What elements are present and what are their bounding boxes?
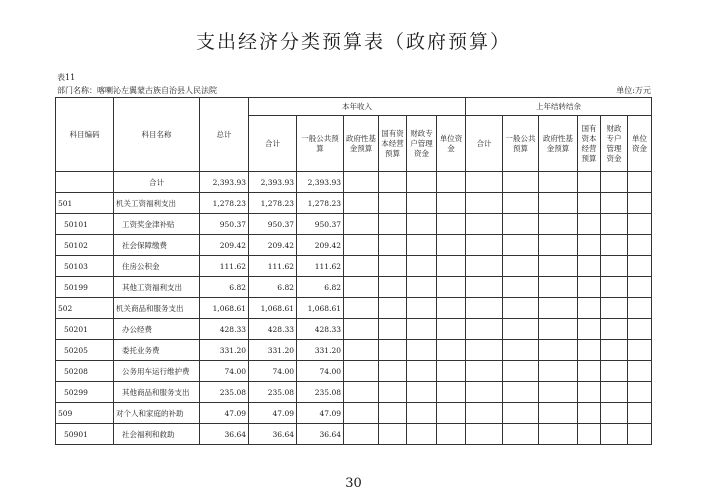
empty-cell <box>407 298 437 319</box>
row-current-total: 950.37 <box>249 214 297 235</box>
empty-cell <box>407 193 437 214</box>
row-code: 50102 <box>56 235 114 256</box>
row-total: 36.64 <box>200 424 249 445</box>
empty-cell <box>344 256 379 277</box>
empty-cell <box>344 298 379 319</box>
empty-cell <box>437 340 466 361</box>
row-current-general: 428.33 <box>297 319 344 340</box>
empty-cell <box>344 403 379 424</box>
empty-cell <box>628 319 652 340</box>
empty-cell <box>344 172 379 193</box>
empty-cell <box>539 340 578 361</box>
empty-cell <box>539 319 578 340</box>
empty-cell <box>628 277 652 298</box>
row-code: 50299 <box>56 382 114 403</box>
empty-cell <box>437 361 466 382</box>
empty-cell <box>466 214 503 235</box>
empty-cell <box>503 298 539 319</box>
empty-cell <box>503 403 539 424</box>
row-name: 其他工资福利支出 <box>114 277 200 298</box>
row-total: 235.08 <box>200 382 249 403</box>
department-label: 部门名称：喀喇沁左翼蒙古族自治县人民法院 <box>57 86 217 95</box>
empty-cell <box>628 361 652 382</box>
empty-cell <box>437 172 466 193</box>
header-prior-state-capital: 国有资本经营预算 <box>578 116 601 172</box>
table-row <box>56 235 652 256</box>
table-row <box>56 298 652 319</box>
empty-cell <box>539 214 578 235</box>
page-title: 支出经济分类预算表（政府预算） <box>195 31 511 53</box>
empty-cell <box>578 235 601 256</box>
header-cur-general: 一般公共预算 <box>297 116 344 172</box>
row-total: 428.33 <box>200 319 249 340</box>
empty-cell <box>344 277 379 298</box>
table-row <box>56 382 652 403</box>
empty-cell <box>437 403 466 424</box>
empty-cell <box>407 172 437 193</box>
empty-cell <box>437 214 466 235</box>
row-current-general: 235.08 <box>297 382 344 403</box>
row-name: 机关工资福利支出 <box>114 193 200 214</box>
row-name: 其他商品和服务支出 <box>114 382 200 403</box>
table-row <box>56 214 652 235</box>
empty-cell <box>628 424 652 445</box>
empty-cell <box>407 235 437 256</box>
empty-cell <box>578 193 601 214</box>
row-current-total: 235.08 <box>249 382 297 403</box>
row-code <box>56 172 114 193</box>
empty-cell <box>437 193 466 214</box>
empty-cell <box>601 193 628 214</box>
row-name: 工资奖金津补贴 <box>114 214 200 235</box>
empty-cell <box>601 424 628 445</box>
row-current-general: 47.09 <box>297 403 344 424</box>
empty-cell <box>379 172 407 193</box>
empty-cell <box>503 340 539 361</box>
row-code: 50201 <box>56 319 114 340</box>
empty-cell <box>379 340 407 361</box>
empty-cell <box>601 382 628 403</box>
empty-cell <box>539 361 578 382</box>
table-row <box>56 277 652 298</box>
empty-cell <box>379 403 407 424</box>
empty-cell <box>344 361 379 382</box>
empty-cell <box>379 256 407 277</box>
header-cur-fund: 政府性基金预算 <box>344 116 379 172</box>
empty-cell <box>601 256 628 277</box>
empty-cell <box>466 403 503 424</box>
header-name: 科目名称 <box>114 98 200 172</box>
empty-cell <box>344 235 379 256</box>
row-name: 合计 <box>114 172 200 193</box>
row-code: 502 <box>56 298 114 319</box>
row-name: 社会福利和救助 <box>114 424 200 445</box>
empty-cell <box>601 298 628 319</box>
row-name: 社会保障缴费 <box>114 235 200 256</box>
empty-cell <box>466 235 503 256</box>
empty-cell <box>466 172 503 193</box>
empty-cell <box>379 424 407 445</box>
empty-cell <box>601 214 628 235</box>
empty-cell <box>539 403 578 424</box>
empty-cell <box>407 424 437 445</box>
empty-cell <box>539 424 578 445</box>
empty-cell <box>407 256 437 277</box>
empty-cell <box>503 361 539 382</box>
row-name: 住房公积金 <box>114 256 200 277</box>
empty-cell <box>344 214 379 235</box>
empty-cell <box>628 193 652 214</box>
row-name: 办公经费 <box>114 319 200 340</box>
row-current-general: 36.64 <box>297 424 344 445</box>
empty-cell <box>379 319 407 340</box>
row-current-total: 1,068.61 <box>249 298 297 319</box>
empty-cell <box>466 319 503 340</box>
row-code: 50199 <box>56 277 114 298</box>
empty-cell <box>407 340 437 361</box>
empty-cell <box>379 277 407 298</box>
empty-cell <box>503 424 539 445</box>
empty-cell <box>344 193 379 214</box>
row-total: 111.62 <box>200 256 249 277</box>
row-current-general: 2,393.93 <box>297 172 344 193</box>
empty-cell <box>601 172 628 193</box>
empty-cell <box>344 382 379 403</box>
row-current-general: 209.42 <box>297 235 344 256</box>
empty-cell <box>437 235 466 256</box>
row-total: 6.82 <box>200 277 249 298</box>
empty-cell <box>578 361 601 382</box>
empty-cell <box>344 424 379 445</box>
row-name: 委托业务费 <box>114 340 200 361</box>
empty-cell <box>578 382 601 403</box>
table-row <box>56 403 652 424</box>
header-cur-state-capital: 国有资本经营预算 <box>379 116 407 172</box>
empty-cell <box>628 172 652 193</box>
empty-cell <box>601 277 628 298</box>
empty-cell <box>539 298 578 319</box>
empty-cell <box>578 298 601 319</box>
row-current-total: 47.09 <box>249 403 297 424</box>
empty-cell <box>379 361 407 382</box>
empty-cell <box>578 340 601 361</box>
row-code: 50901 <box>56 424 114 445</box>
empty-cell <box>379 382 407 403</box>
empty-cell <box>628 382 652 403</box>
row-current-total: 2,393.93 <box>249 172 297 193</box>
empty-cell <box>437 382 466 403</box>
empty-cell <box>466 424 503 445</box>
budget-table <box>55 97 652 445</box>
header-prior-carryover: 上年结转结余 <box>466 98 652 116</box>
empty-cell <box>503 256 539 277</box>
table-row <box>56 340 652 361</box>
row-name: 机关商品和服务支出 <box>114 298 200 319</box>
empty-cell <box>503 319 539 340</box>
empty-cell <box>539 193 578 214</box>
empty-cell <box>601 319 628 340</box>
empty-cell <box>407 214 437 235</box>
empty-cell <box>578 172 601 193</box>
table-row <box>56 424 652 445</box>
empty-cell <box>407 382 437 403</box>
empty-cell <box>601 403 628 424</box>
row-current-total: 36.64 <box>249 424 297 445</box>
header-cur-total: 合计 <box>249 116 297 172</box>
empty-cell <box>539 172 578 193</box>
row-current-total: 209.42 <box>249 235 297 256</box>
empty-cell <box>539 256 578 277</box>
row-current-general: 331.20 <box>297 340 344 361</box>
row-total: 209.42 <box>200 235 249 256</box>
row-current-total: 111.62 <box>249 256 297 277</box>
row-current-total: 1,278.23 <box>249 193 297 214</box>
empty-cell <box>437 277 466 298</box>
empty-cell <box>628 235 652 256</box>
row-current-general: 6.82 <box>297 277 344 298</box>
empty-cell <box>578 256 601 277</box>
empty-cell <box>578 319 601 340</box>
header-current-year: 本年收入 <box>249 98 466 116</box>
empty-cell <box>578 403 601 424</box>
header-cur-special: 财政专户管理资金 <box>407 116 437 172</box>
row-code: 50101 <box>56 214 114 235</box>
header-prior-total: 合计 <box>466 116 503 172</box>
row-total: 74.00 <box>200 361 249 382</box>
header-code: 科目编码 <box>56 98 114 172</box>
empty-cell <box>407 277 437 298</box>
table-row <box>56 172 652 193</box>
row-total: 1,068.61 <box>200 298 249 319</box>
empty-cell <box>407 361 437 382</box>
empty-cell <box>503 214 539 235</box>
row-current-total: 74.00 <box>249 361 297 382</box>
empty-cell <box>578 277 601 298</box>
header-prior-fund: 政府性基金预算 <box>539 116 578 172</box>
empty-cell <box>466 256 503 277</box>
empty-cell <box>407 319 437 340</box>
empty-cell <box>466 340 503 361</box>
empty-cell <box>379 298 407 319</box>
row-total: 1,278.23 <box>200 193 249 214</box>
row-current-general: 1,278.23 <box>297 193 344 214</box>
header-prior-unit: 单位资金 <box>628 116 652 172</box>
empty-cell <box>437 256 466 277</box>
row-current-total: 331.20 <box>249 340 297 361</box>
empty-cell <box>379 214 407 235</box>
row-name: 对个人和家庭的补助 <box>114 403 200 424</box>
empty-cell <box>578 424 601 445</box>
header-total: 总计 <box>200 98 249 172</box>
empty-cell <box>344 319 379 340</box>
empty-cell <box>628 298 652 319</box>
empty-cell <box>601 235 628 256</box>
empty-cell <box>466 298 503 319</box>
empty-cell <box>539 382 578 403</box>
empty-cell <box>466 193 503 214</box>
header-prior-special: 财政专户管理资金 <box>601 116 628 172</box>
empty-cell <box>628 403 652 424</box>
empty-cell <box>503 277 539 298</box>
empty-cell <box>407 403 437 424</box>
empty-cell <box>628 214 652 235</box>
empty-cell <box>628 340 652 361</box>
row-current-general: 950.37 <box>297 214 344 235</box>
empty-cell <box>466 277 503 298</box>
empty-cell <box>578 214 601 235</box>
row-code: 50103 <box>56 256 114 277</box>
empty-cell <box>466 361 503 382</box>
row-current-total: 6.82 <box>249 277 297 298</box>
empty-cell <box>601 340 628 361</box>
empty-cell <box>437 319 466 340</box>
empty-cell <box>503 382 539 403</box>
unit-label: 单位:万元 <box>616 86 651 95</box>
row-code: 50208 <box>56 361 114 382</box>
header-cur-unit: 单位资金 <box>437 116 466 172</box>
empty-cell <box>539 235 578 256</box>
row-total: 331.20 <box>200 340 249 361</box>
page-number: 30 <box>345 476 362 491</box>
empty-cell <box>437 424 466 445</box>
empty-cell <box>601 361 628 382</box>
empty-cell <box>503 193 539 214</box>
empty-cell <box>628 256 652 277</box>
header-prior-general: 一般公共预算 <box>503 116 539 172</box>
table-row <box>56 193 652 214</box>
row-total: 950.37 <box>200 214 249 235</box>
row-current-general: 111.62 <box>297 256 344 277</box>
table-row <box>56 256 652 277</box>
table-row <box>56 361 652 382</box>
row-total: 2,393.93 <box>200 172 249 193</box>
empty-cell <box>379 193 407 214</box>
empty-cell <box>437 298 466 319</box>
row-total: 47.09 <box>200 403 249 424</box>
row-current-total: 428.33 <box>249 319 297 340</box>
row-code: 509 <box>56 403 114 424</box>
row-current-general: 1,068.61 <box>297 298 344 319</box>
row-name: 公务用车运行维护费 <box>114 361 200 382</box>
empty-cell <box>379 235 407 256</box>
row-code: 50205 <box>56 340 114 361</box>
empty-cell <box>503 235 539 256</box>
table-number: 表11 <box>57 73 76 82</box>
empty-cell <box>344 340 379 361</box>
table-row <box>56 319 652 340</box>
empty-cell <box>466 382 503 403</box>
empty-cell <box>503 172 539 193</box>
row-current-general: 74.00 <box>297 361 344 382</box>
empty-cell <box>539 277 578 298</box>
row-code: 501 <box>56 193 114 214</box>
